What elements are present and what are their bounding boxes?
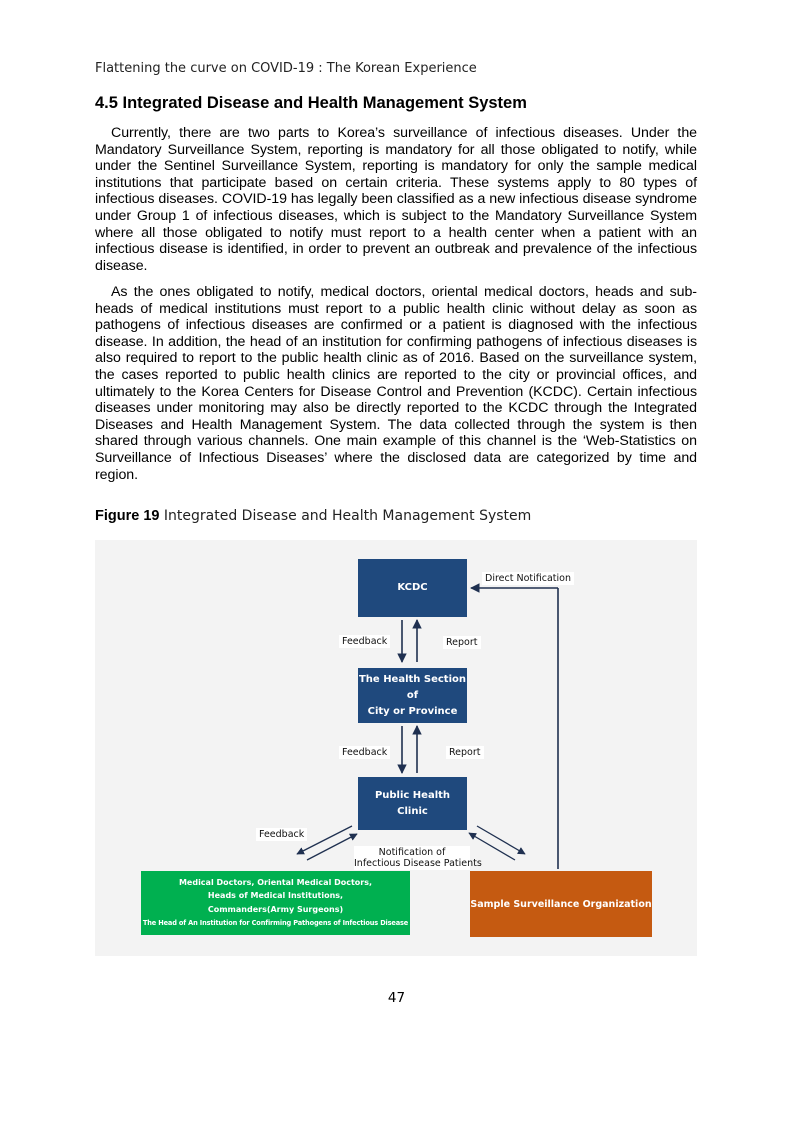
report-label-1: Report bbox=[443, 636, 481, 649]
medical-label-4: The Head of An Institution for Confirming Pathogens of Infectious Disease bbox=[142, 918, 409, 927]
figure-caption-label: Figure 19 bbox=[95, 508, 160, 524]
running-header: Flattening the curve on COVID-19 : The Korean Experience bbox=[95, 61, 477, 76]
medical-label-1: Medical Doctors, Oriental Medical Doctors, bbox=[178, 877, 373, 887]
section-title: 4.5 Integrated Disease and Health Management System bbox=[95, 94, 527, 112]
public-health-clinic-box bbox=[358, 777, 467, 830]
feedback-label-1: Feedback bbox=[339, 635, 390, 648]
feedback-arrow-right bbox=[477, 826, 525, 854]
paragraph-1: Currently, there are two parts to Korea’s surveillance of infectious diseases. Under the Mandatory Surveillance System, reporting is mandatory for all those obligated to notify, while under the Sentinel Surveillance System, reporting is mandatory for only the sample medical institutions that participate based on certain criteria. These systems apply to 80 types of infectious diseases. COVID-19 has legally been classified as a new infectious disease syndrome under Group 1 of infectious diseases, which is subject to the Mandatory Surveillance System where all those obligated to notify must report to a health center when a patient with an infectious disease is identified, in order to prevent an outbreak and prevalence of the infectious disease. bbox=[95, 125, 697, 274]
kcdc-label: KCDC bbox=[397, 582, 428, 593]
kcdc-box bbox=[358, 559, 467, 617]
sample-surveillance-box bbox=[470, 871, 652, 937]
health-section-label-2: City or Province bbox=[367, 705, 458, 717]
figure-caption-text: Integrated Disease and Health Management System bbox=[159, 508, 532, 524]
notification-label bbox=[354, 846, 482, 870]
page-number: 47 bbox=[387, 990, 406, 1006]
medical-doctors-box bbox=[141, 871, 410, 935]
report-label-2: Report bbox=[446, 746, 484, 759]
figure-caption bbox=[95, 508, 531, 524]
notification-arrow-right bbox=[469, 833, 515, 860]
notification-label-2: Infectious Disease Patients bbox=[354, 858, 482, 869]
notification-arrow-left bbox=[307, 834, 357, 860]
medical-label-3: Commanders(Army Surgeons) bbox=[207, 905, 344, 914]
health-section-label-1: The Health Section of bbox=[358, 673, 467, 701]
public-health-clinic-label: Public Health Clinic bbox=[374, 789, 451, 817]
notification-label-1: Notification of bbox=[378, 847, 446, 858]
flow-diagram bbox=[95, 540, 697, 956]
direct-notification-label: Direct Notification bbox=[482, 572, 574, 585]
feedback-label-3: Feedback bbox=[256, 828, 307, 841]
paragraph-2: As the ones obligated to notify, medical doctors, oriental medical doctors, heads and sub-heads of medical institutions must report to a public health clinic without delay as soon as pathogens of infectious diseases are confirmed or a patient is diagnosed with the infectious disease. In addition, the head of an institution for confirming pathogens of infectious diseases is also required to report to the public health clinic as of 2016. Based on the surveillance system, the cases reported to public health clinics are reported to the city or provincial offices, and ultimately to the Korea Centers for Disease Control and Prevention (KCDC). Certain infectious diseases under monitoring may also be directly reported to the KCDC through the Integrated Diseases and Health Management System. The data collected through the system is then shared through various channels. One main example of this channel is the ‘Web-Statistics on Surveillance of Infectious Diseases’ where the disclosed data are categorized by time and region. bbox=[95, 284, 697, 483]
health-section-box bbox=[358, 668, 467, 723]
feedback-label-2: Feedback bbox=[339, 746, 390, 759]
sample-surveillance-label: Sample Surveillance Organization bbox=[470, 898, 652, 910]
medical-label-2: Heads of Medical Institutions, bbox=[207, 891, 344, 901]
